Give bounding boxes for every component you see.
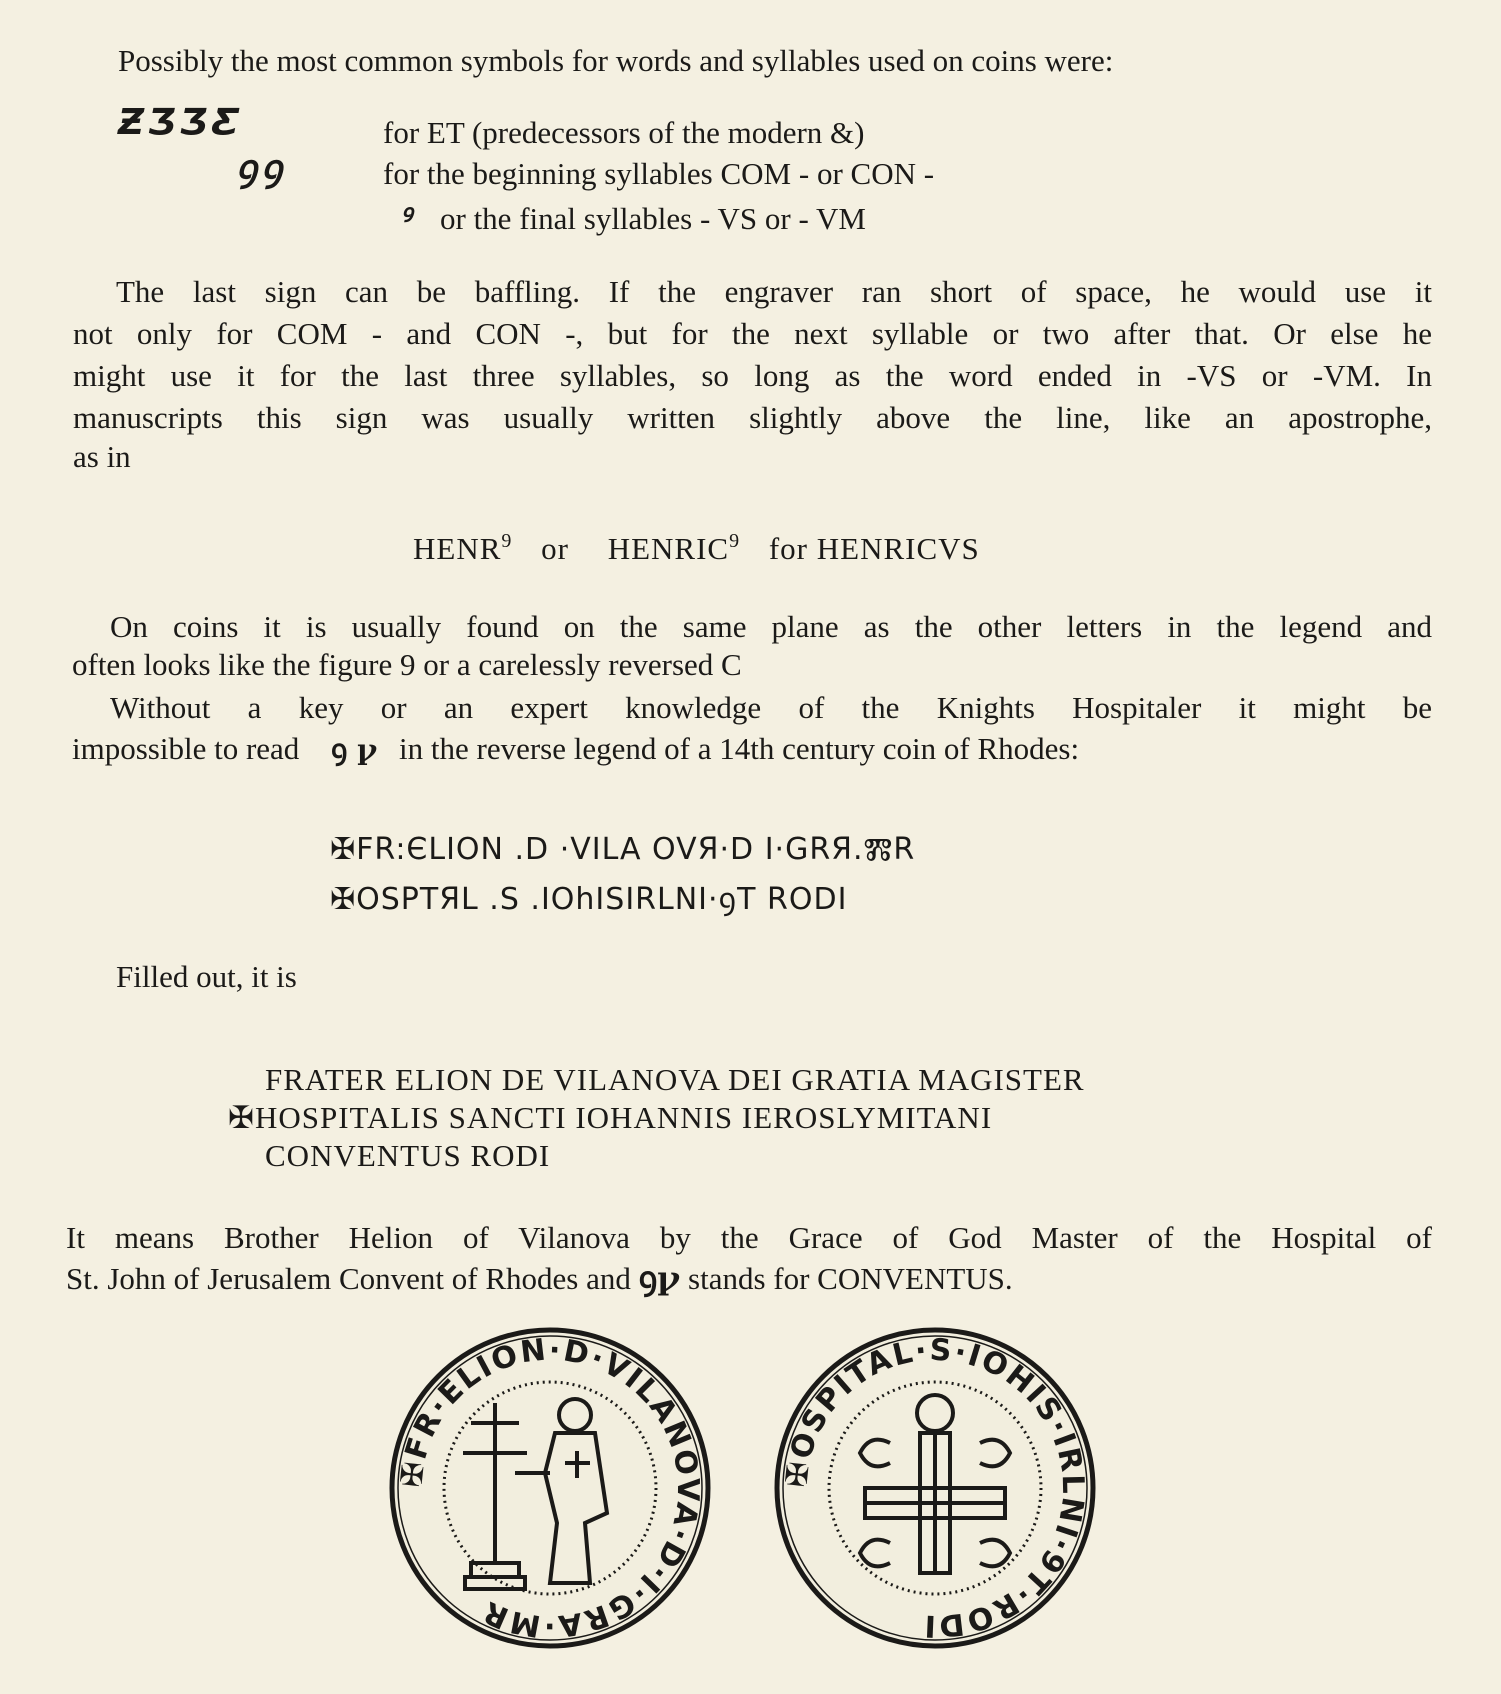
et-abbreviation-icon: ƵƷƷƸ [118,102,244,143]
legend-line2: ✠OSPTЯL .S .IOhISIRLNI·ꝯT RODI [330,882,848,917]
filled-line1: FRATER ELION DE VILANOVA DEI GRATIA MAGISTER [265,1062,1085,1097]
conventus-glyph-icon: ꝯ ꝩ [331,733,378,766]
example-henric: HENRIC [607,531,730,566]
reverse-legend: ✠OSPITAL·S·IOHIS·IRLNI·9T·RODI [779,1332,1091,1644]
us-abbreviation-icon: ꝰ [400,199,416,234]
filled-label: Filled out, it is [116,959,297,994]
example-or: or [541,531,569,566]
example-henr: HENR [413,531,502,566]
con-abbreviation-icon: ꝯꝯ [236,148,287,189]
obverse-legend: ✠FR·ELION·D·VILANOVA·D·I·GRA·MR [394,1332,706,1644]
meaning-line2-b: stands for CONVENTUS. [688,1261,1013,1296]
para1-line5: as in [73,439,131,474]
symbol-et-desc: for ET (predecessors of the modern &) [383,115,865,150]
meaning-line1: It means Brother Helion of Vilanova by the Grace of God Master of the Hospital of [66,1220,1432,1255]
example-henr-sup: 9 [501,530,513,552]
para1-line2: not only for COM - and CON -, but for the next syllable or two after that. Or else he [73,316,1432,351]
para2-line4-b: in the reverse legend of a 14th century coin of Rhodes: [399,731,1080,766]
para2-line3: Without a key or an expert knowledge of the Knights Hospitaler it might be [110,690,1432,725]
coin-reverse [770,1323,1100,1653]
para2-line4-a: impossible to read [72,731,300,766]
meaning-line2-a: St. John of Jerusalem Convent of Rhodes and [66,1261,631,1296]
para1-line4: manuscripts this sign was usually written slightly above the line, like an apostrophe, [73,400,1432,435]
para1-line3: might use it for the last three syllables, so long as the word ended in -VS or -VM. In [73,358,1432,393]
para1-line1: The last sign can be baffling. If the engraver ran short of space, he would use it [116,274,1432,309]
example-henric-sup: 9 [729,530,741,552]
filled-line3: CONVENTUS RODI [265,1138,551,1173]
symbol-con-desc: for the beginning syllables COM - or CON - [383,156,935,191]
example-line [413,520,980,570]
example-tail: for HENRICVS [768,531,980,566]
meaning-line2 [66,1257,1013,1300]
coin-obverse [385,1323,715,1653]
para2-line4 [72,728,1079,771]
filled-line2: ✠HOSPITALIS SANCTI IOHANNIS IEROSLYMITANI [228,1100,993,1135]
para2-line1: On coins it is usually found on the same plane as the other letters in the legend and [110,609,1432,644]
legend-line1: ✠FR:ЄLION .D ·VILA OVЯ·D I·GRЯ.ⰏR [330,832,916,867]
conventus-abbrev-icon: ꝯꝩ [638,1259,681,1297]
symbol-us-desc: or the final syllables - VS or - VM [440,201,866,236]
intro-text: Possibly the most common symbols for words and syllables used on coins were: [118,43,1114,78]
para2-line2: often looks like the figure 9 or a carelessly reversed C [72,647,742,682]
